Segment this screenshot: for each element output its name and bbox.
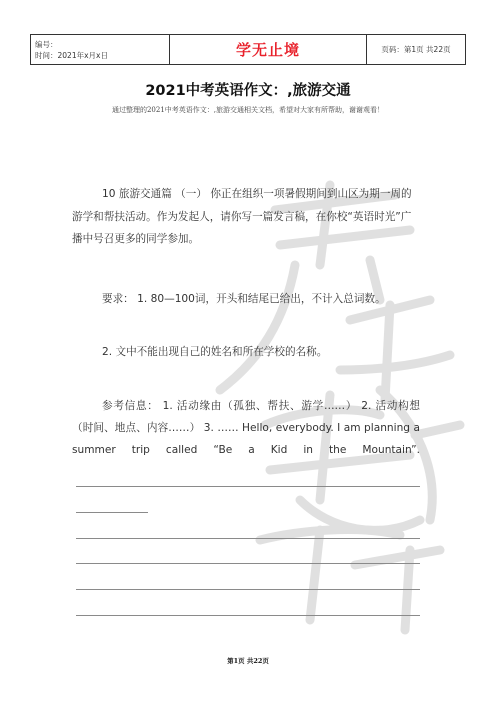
writing-line (76, 589, 420, 590)
paragraph-task: 10 旅游交通篇 （一） 你正在组织一项暑假期间到山区为期一周的游学和帮扶活动。作为发起人，请你写一篇发言稿，在你校“英语时光”广播中号召更多的同学参加。 (72, 188, 412, 245)
writing-line (76, 486, 420, 487)
paragraph-reference: 参考信息： 1. 活动缘由（孤独、帮扶、游学……） 2. 活动构想（时间、地点、内容……） 3. …… Hello, everybody. I am planning a summer trip called “Be a Kid in the Mountain”. (72, 400, 420, 456)
writing-line (76, 615, 420, 616)
intro-text: 通过整理的2021中考英语作文：,旅游交通相关文档，希望对大家有所帮助，谢谢观看！ (111, 106, 385, 114)
header-meta-cell (31, 35, 170, 65)
number-label: 编号： (35, 39, 58, 49)
page-info: 页码：第1页 共22页 (367, 35, 466, 65)
document-title: 2021中考英语作文：,旅游交通 (145, 83, 351, 99)
paragraph-requirement-2: 2. 文中不能出现自己的姓名和所在学校的名称。 (102, 346, 328, 358)
writing-line (76, 512, 148, 513)
document-header (30, 34, 466, 65)
page-footer: 第1页 共22页 (227, 657, 269, 665)
brand-title: 学无止境 (170, 35, 367, 65)
paragraph-requirement-1: 要求： 1. 80—100词，开头和结尾已给出，不计入总词数。 (102, 293, 386, 305)
writing-line (76, 538, 420, 539)
writing-line (76, 563, 420, 564)
time-label: 时间：2021年x月x日 (35, 50, 108, 60)
